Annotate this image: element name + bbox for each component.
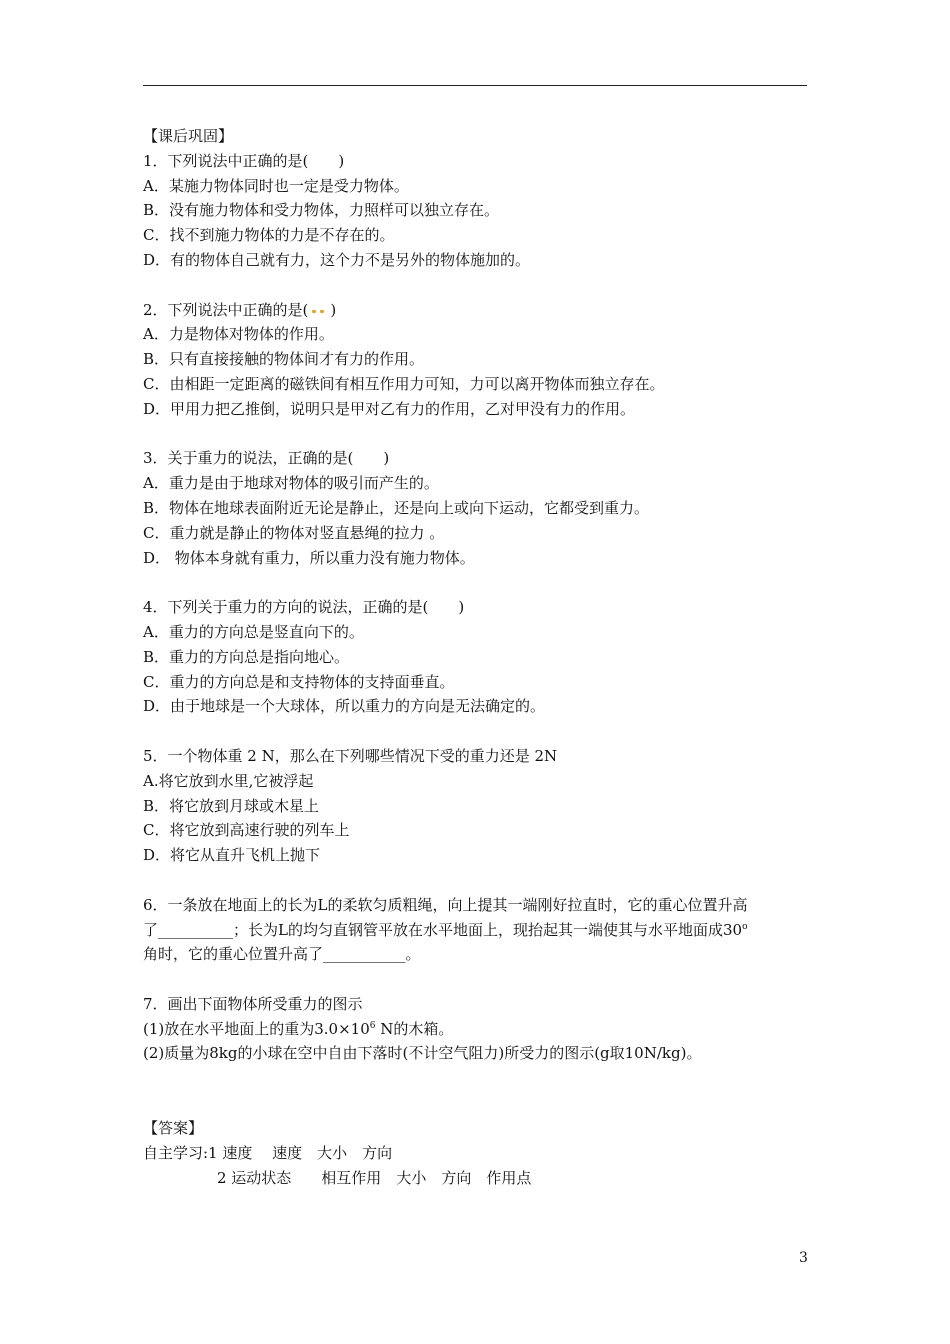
page-number: 3	[799, 1250, 808, 1266]
option-b: B．重力的方向总是指向地心。	[143, 647, 350, 666]
option-a: A．重力是由于地球对物体的吸引而产生的。	[143, 474, 439, 493]
option-b: B．只有直接接触的物体间才有力的作用。	[143, 350, 425, 369]
option-c: C．由相距一定距离的磁铁间有相互作用力可知，力可以离开物体而独立存在。	[143, 374, 665, 393]
question-3	[143, 446, 823, 570]
exponent-sup: 6	[369, 1020, 376, 1031]
sub-question-2: (2)质量为8kg的小球在空中自由下落时(不计空气阻力)所受力的图示(g取10N/kg)。	[143, 1044, 702, 1063]
question-stem: 3．关于重力的说法，正确的是( )	[143, 449, 390, 468]
question-stem: 1．下列说法中正确的是( )	[143, 151, 345, 170]
question-line	[143, 918, 823, 943]
sub-text: (1)放在水平地面上的重为3.0×10	[143, 1019, 370, 1038]
stem-close: )	[330, 300, 337, 319]
document-body	[143, 124, 823, 1191]
option-c: C．找不到施力物体的力是不存在的。	[143, 226, 395, 245]
answers-section	[143, 1116, 823, 1190]
option-c: C．重力就是静止的物体对竖直悬绳的拉力 。	[143, 523, 445, 542]
question-stem: 7．画出下面物体所受重力的图示	[143, 994, 363, 1013]
option-d: D．将它从直升飞机上抛下	[143, 846, 321, 865]
question-1	[143, 149, 823, 273]
question-4	[143, 595, 823, 719]
stem-text: 2．下列说法中正确的是(	[143, 300, 309, 319]
option-b: B．没有施力物体和受力物体，力照样可以独立存在。	[143, 201, 500, 220]
question-line: 角时，它的重心位置升高了___________。	[143, 945, 421, 964]
line-text: 了__________；长为L的均匀直钢管平放在水平地面上，现抬起其一端使其与水平地面成30	[143, 920, 743, 939]
question-stem	[143, 298, 823, 323]
sub-question-1	[143, 1017, 823, 1042]
answer-line: 自主学习:1 速度 速度 大小 方向	[143, 1144, 393, 1163]
option-d: D．甲用力把乙推倒，说明只是甲对乙有力的作用，乙对甲没有力的作用。	[143, 399, 636, 418]
option-a: A．力是物体对物体的作用。	[143, 325, 334, 344]
sub-text-end: N的木箱。	[375, 1019, 454, 1038]
option-a: A．重力的方向总是竖直向下的。	[143, 622, 364, 641]
emphasis-dots-icon	[308, 306, 330, 316]
answers-title: 【答案】	[143, 1119, 204, 1138]
option-c: C．重力的方向总是和支持物体的支持面垂直。	[143, 672, 455, 691]
option-d: D． 物体本身就有重力，所以重力没有施力物体。	[143, 548, 475, 567]
option-d: D．由于地球是一个大球体，所以重力的方向是无法确定的。	[143, 697, 546, 716]
question-stem: 4．下列关于重力的方向的说法，正确的是( )	[143, 598, 465, 617]
section-title: 【课后巩固】	[143, 127, 234, 145]
option-c: C．将它放到高速行驶的列车上	[143, 821, 350, 840]
degree-sup: o	[742, 921, 748, 932]
question-6	[143, 893, 823, 967]
option-b: B．将它放到月球或木星上	[143, 796, 320, 815]
question-7	[143, 992, 823, 1066]
option-b: B．物体在地球表面附近无论是静止，还是向上或向下运动，它都受到重力。	[143, 498, 650, 517]
question-5	[143, 744, 823, 868]
option-a: A．某施力物体同时也一定是受力物体。	[143, 176, 409, 195]
option-d: D．有的物体自己就有力，这个力不是另外的物体施加的。	[143, 250, 531, 269]
header-rule	[143, 85, 807, 86]
question-stem: 5．一个物体重 2 N，那么在下列哪些情况下受的重力还是 2N	[143, 746, 558, 765]
question-line: 6．一条放在地面上的长为L的柔软匀质粗绳，向上提其一端刚好拉直时，它的重心位置升高	[143, 895, 748, 914]
option-a: A.将它放到水里,它被浮起	[143, 771, 314, 790]
answer-line: 2 运动状态 相互作用 大小 方向 作用点	[217, 1168, 532, 1187]
question-2	[143, 298, 823, 422]
